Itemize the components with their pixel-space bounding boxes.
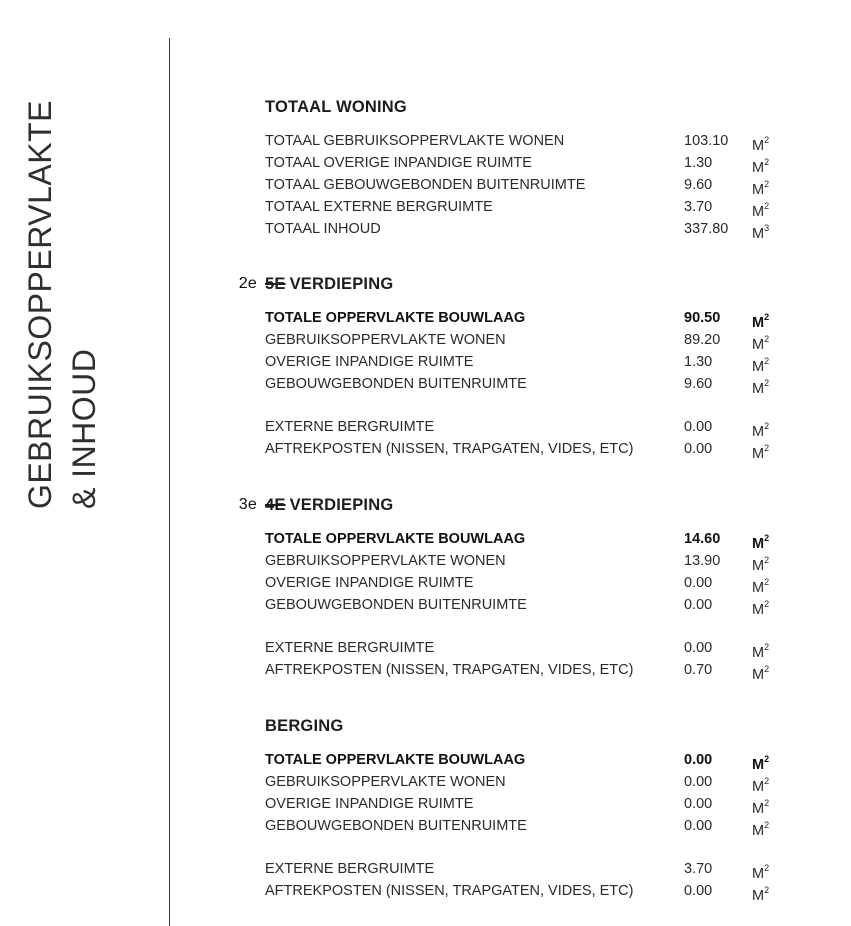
row-value: 90.50 (684, 310, 721, 326)
row-value: 103.10 (684, 133, 729, 149)
row-value: 9.60 (684, 177, 713, 193)
row-label: GEBOUWGEBONDEN BUITENRUIMTE (265, 818, 527, 834)
row-value: 3.70 (684, 199, 713, 215)
row-value: 9.60 (684, 376, 713, 392)
row-unit: $M^2$ (752, 776, 770, 795)
row-label: EXTERNE BERGRUIMTE (265, 861, 435, 877)
table-row (265, 815, 825, 837)
row-unit: $M^2$ (752, 798, 770, 817)
table-row (265, 659, 825, 681)
row-label: TOTAAL GEBRUIKSOPPERVLAKTE WONEN (265, 133, 565, 149)
section-heading (265, 96, 825, 118)
row-label: TOTAAL OVERIGE INPANDIGE RUIMTE (265, 155, 532, 171)
section-heading (238, 273, 825, 295)
row-label: TOTALE OPPERVLAKTE BOUWLAAG (265, 310, 526, 326)
row-value: 3.70 (684, 861, 713, 877)
row-label: AFTREKPOSTEN (NISSEN, TRAPGATEN, VIDES, ETC) (265, 441, 634, 457)
row-label: TOTAAL GEBOUWGEBONDEN BUITENRUIMTE (265, 177, 586, 193)
struck-floor-label: 4E (265, 496, 286, 514)
row-value: 0.00 (684, 796, 713, 812)
row-unit: $M^2$ (752, 135, 770, 154)
row-unit: $M^2$ (752, 642, 770, 661)
side-title-line1: GEBRUIKSOPPERVLAKTE (22, 100, 58, 510)
row-unit: $M^2$ (752, 157, 770, 176)
row-value: 0.00 (684, 818, 713, 834)
row-unit: $M^2$ (752, 533, 770, 552)
table-row (265, 438, 825, 460)
row-unit: $M^2$ (752, 555, 770, 574)
table-row (265, 416, 825, 438)
side-title (18, 100, 106, 509)
table-row (265, 880, 825, 902)
row-value: 13.90 (684, 553, 721, 569)
table-row (265, 218, 825, 240)
row-value: 0.00 (684, 774, 713, 790)
row-label: TOTAAL EXTERNE BERGRUIMTE (265, 199, 493, 215)
row-unit: $M^2$ (752, 312, 770, 331)
row-unit: $M^3$ (752, 223, 770, 242)
table-row (265, 637, 825, 659)
row-unit: $M^2$ (752, 334, 770, 353)
row-label: GEBOUWGEBONDEN BUITENRUIMTE (265, 597, 527, 613)
row-unit: $M^2$ (752, 421, 770, 440)
table-row (265, 329, 825, 351)
row-label: GEBRUIKSOPPERVLAKTE WONEN (265, 774, 506, 790)
table-row (265, 307, 825, 329)
row-value: 0.00 (684, 883, 713, 899)
row-unit: $M^2$ (752, 443, 770, 462)
row-label: TOTAAL INHOUD (265, 221, 381, 237)
row-unit: $M^2$ (752, 863, 770, 882)
section-1 (238, 273, 825, 462)
table-row (265, 771, 825, 793)
table-row (265, 152, 825, 174)
section-3 (265, 715, 825, 902)
row-unit: $M^2$ (752, 201, 770, 220)
row-value: 14.60 (684, 531, 721, 547)
struck-floor-label: 5E (265, 275, 286, 293)
section-heading-text: TOTAAL WONING (265, 98, 407, 116)
row-label: GEBRUIKSOPPERVLAKTE WONEN (265, 332, 506, 348)
row-label: OVERIGE INPANDIGE RUIMTE (265, 796, 474, 812)
section-0 (265, 96, 825, 240)
table-row (265, 858, 825, 880)
table-row (265, 594, 825, 616)
row-unit: $M^2$ (752, 378, 770, 397)
row-unit: $M^2$ (752, 885, 770, 904)
table-row (265, 528, 825, 550)
row-value: 337.80 (684, 221, 729, 237)
row-unit: $M^2$ (752, 179, 770, 198)
vertical-divider-bottom (169, 296, 170, 926)
table-row (265, 572, 825, 594)
table-row (265, 174, 825, 196)
row-label: EXTERNE BERGRUIMTE (265, 640, 435, 656)
row-value: 0.70 (684, 662, 713, 678)
floor-prefix: 3e (238, 496, 257, 513)
row-value: 0.00 (684, 575, 713, 591)
row-label: EXTERNE BERGRUIMTE (265, 419, 435, 435)
row-value: 89.20 (684, 332, 721, 348)
row-value: 0.00 (684, 597, 713, 613)
section-2 (238, 494, 825, 683)
table-row (265, 196, 825, 218)
section-heading (238, 494, 825, 516)
row-label: OVERIGE INPANDIGE RUIMTE (265, 354, 474, 370)
row-label: GEBOUWGEBONDEN BUITENRUIMTE (265, 376, 527, 392)
row-label: AFTREKPOSTEN (NISSEN, TRAPGATEN, VIDES, ETC) (265, 883, 634, 899)
row-unit: $M^2$ (752, 599, 770, 618)
row-value: 0.00 (684, 752, 713, 768)
table-row (265, 793, 825, 815)
row-value: 1.30 (684, 155, 713, 171)
table-row (265, 749, 825, 771)
vertical-divider-top (169, 38, 170, 296)
row-value: 0.00 (684, 640, 713, 656)
section-heading (265, 715, 825, 737)
table-row (265, 130, 825, 152)
row-unit: $M^2$ (752, 577, 770, 596)
row-unit: $M^2$ (752, 754, 770, 773)
section-heading-text: BERGING (265, 717, 344, 735)
row-unit: $M^2$ (752, 820, 770, 839)
row-label: AFTREKPOSTEN (NISSEN, TRAPGATEN, VIDES, ETC) (265, 662, 634, 678)
floor-prefix: 2e (238, 275, 257, 292)
row-unit: $M^2$ (752, 356, 770, 375)
section-heading-text: VERDIEPING (289, 496, 394, 514)
row-label: TOTALE OPPERVLAKTE BOUWLAAG (265, 752, 526, 768)
row-label: TOTALE OPPERVLAKTE BOUWLAAG (265, 531, 526, 547)
table-row (265, 550, 825, 572)
table-row (265, 373, 825, 395)
section-heading-text: VERDIEPING (289, 275, 394, 293)
row-value: 0.00 (684, 441, 713, 457)
row-value: 1.30 (684, 354, 713, 370)
row-value: 0.00 (684, 419, 713, 435)
row-unit: $M^2$ (752, 664, 770, 683)
row-label: OVERIGE INPANDIGE RUIMTE (265, 575, 474, 591)
side-title-line2: & INHOUD (66, 348, 102, 510)
table-row (265, 351, 825, 373)
row-label: GEBRUIKSOPPERVLAKTE WONEN (265, 553, 506, 569)
